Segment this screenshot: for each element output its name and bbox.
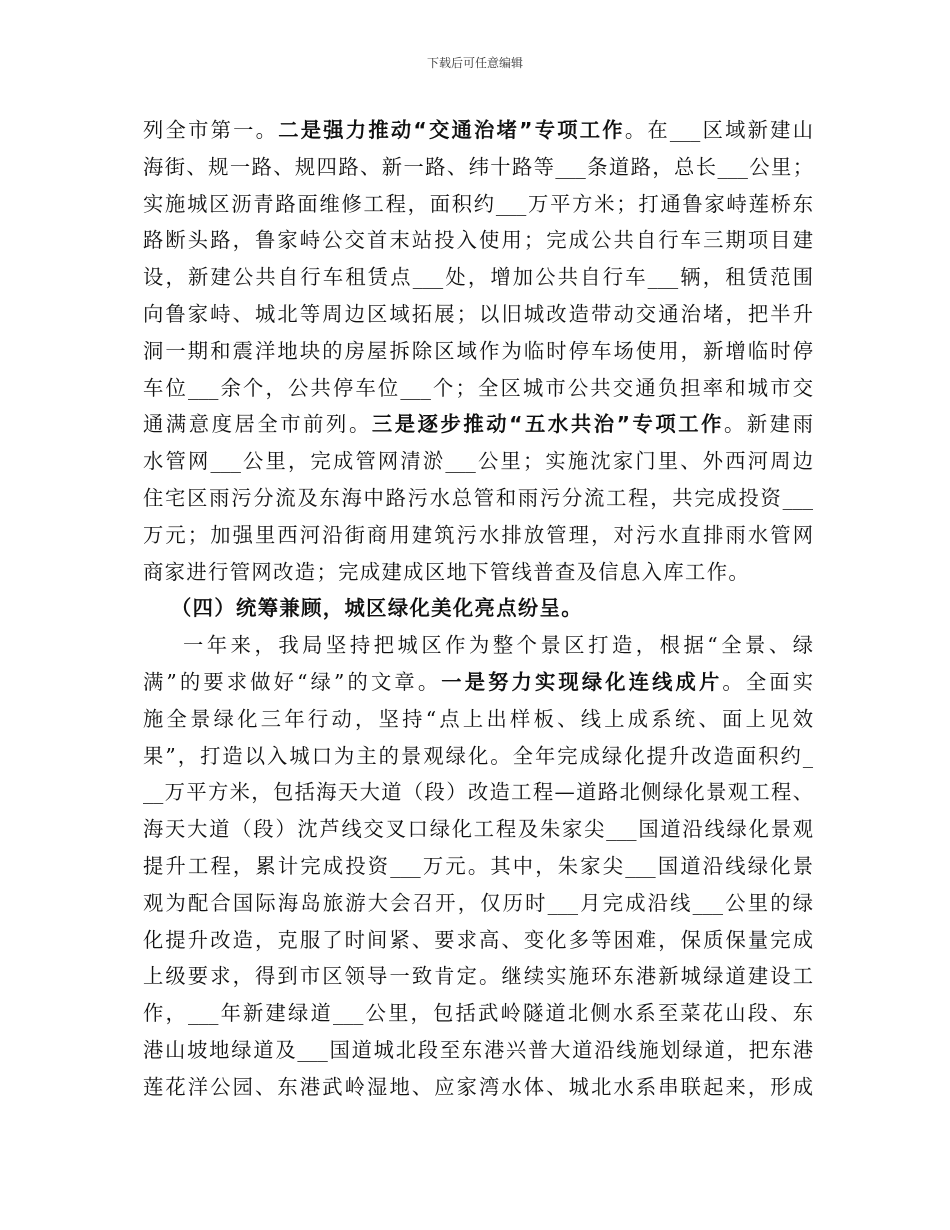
paragraph-line xyxy=(143,186,813,223)
text-run: 一年来，我局坚持把城区作为整个景区打造，根据“全景、绿 xyxy=(183,633,813,658)
text-run: 施全景绿化三年行动，坚持“点上出样板、线上成系统、面上见效 xyxy=(143,706,813,731)
paragraph-line xyxy=(143,995,813,1032)
document-body xyxy=(143,112,813,1106)
paragraph-line xyxy=(143,811,813,848)
paragraph-line xyxy=(143,443,813,480)
paragraph-line xyxy=(143,922,813,959)
paragraph-line xyxy=(143,149,813,186)
paragraph-line xyxy=(143,222,813,259)
text-run: 水管网___公里，完成管网清淤___公里；实施沈家门里、外西河周边 xyxy=(143,449,813,474)
paragraph-line xyxy=(143,406,813,443)
paragraph-line xyxy=(143,517,813,554)
text-run: 港山坡地绿道及___国道城北段至东港兴普大道沿线施划绿道，把东港 xyxy=(143,1037,813,1062)
text-run: 通满意度居全市前列。 xyxy=(143,412,372,437)
text-run: 提升工程，累计完成投资___万元。其中，朱家尖___国道沿线绿化景 xyxy=(143,853,813,878)
text-run: 作，___年新建绿道___公里，包括武岭隧道北侧水系至菜花山段、东 xyxy=(143,1001,813,1026)
paragraph-line xyxy=(143,1032,813,1069)
paragraph-line xyxy=(143,627,813,664)
text-run: 。全面实 xyxy=(722,669,813,694)
text-run: 向鲁家峙、城北等周边区域拓展；以旧城改造带动交通治堵，把半升 xyxy=(143,301,813,326)
bold-phrase: 二是强力推动“交通治堵”专项工作 xyxy=(278,118,625,142)
paragraph-line xyxy=(143,958,813,995)
paragraph-line xyxy=(143,259,813,296)
paragraph-line xyxy=(143,370,813,407)
paragraph-line xyxy=(143,480,813,517)
paragraph-line xyxy=(143,738,813,775)
text-run: 住宅区雨污分流及东海中路污水总管和雨污分流工程，共完成投资___ xyxy=(143,485,813,510)
section-heading xyxy=(143,590,813,627)
text-run: 观为配合国际海岛旅游大会召开，仅历时___月完成沿线___公里的绿 xyxy=(143,890,813,915)
paragraph-line xyxy=(143,664,813,701)
text-run: 洞一期和震洋地块的房屋拆除区域作为临时停车场使用，新增临时停 xyxy=(143,338,813,363)
bold-phrase: 三是逐步推动“五水共治”专项工作 xyxy=(371,412,725,437)
text-run: 设，新建公共自行车租赁点___处，增加公共自行车___辆，租赁范围 xyxy=(143,265,813,290)
paragraph-line xyxy=(143,333,813,370)
text-run: 实施城区沥青路面维修工程，面积约___万平方米；打通鲁家峙莲桥东 xyxy=(143,191,813,216)
page-header-note: 下载后可任意编辑 xyxy=(426,56,523,70)
text-run: 万元；加强里西河沿街商用建筑污水排放管理，对污水直排雨水管网 xyxy=(143,522,813,547)
paragraph-line xyxy=(143,1069,813,1106)
paragraph-line xyxy=(143,701,813,738)
text-run: 果”，打造以入城口为主的景观绿化。全年完成绿化提升改造面积约_ xyxy=(143,743,813,768)
paragraph-line xyxy=(143,885,813,922)
bold-phrase: （四）统筹兼顾，城区绿化美化亮点纷呈。 xyxy=(171,596,583,621)
paragraph-line xyxy=(143,296,813,333)
text-run: 列全市第一。 xyxy=(143,118,279,142)
bold-phrase: 一是努力实现绿化连线成片 xyxy=(441,669,723,694)
paragraph-line xyxy=(143,112,813,149)
text-run: 商家进行管网改造；完成建成区地下管线普查及信息入库工作。 xyxy=(143,559,751,584)
text-run: 。在___区域新建山 xyxy=(624,118,813,142)
paragraph-line xyxy=(143,554,813,591)
text-run: 路断头路，鲁家峙公交首末站投入使用；完成公共自行车三期项目建 xyxy=(143,228,813,253)
text-run: 海天大道（段）沈芦线交叉口绿化工程及朱家尖___国道沿线绿化景观 xyxy=(143,817,813,842)
text-run: 上级要求，得到市区领导一致肯定。继续实施环东港新城绿道建设工 xyxy=(143,964,813,989)
text-run: 。新建雨 xyxy=(724,412,813,437)
text-run: 满”的要求做好“绿”的文章。 xyxy=(143,669,442,694)
text-run: __万平方米，包括海天大道（段）改造工程—道路北侧绿化景观工程、 xyxy=(143,780,813,805)
text-run: 莲花洋公园、东港武岭湿地、应家湾水体、城北水系串联起来，形成 xyxy=(143,1074,813,1099)
text-run: 海街、规一路、规四路、新一路、纬十路等___条道路，总长___公里； xyxy=(143,154,813,179)
text-run: 车位___余个，公共停车位___个；全区城市公共交通负担率和城市交 xyxy=(143,375,813,400)
paragraph-line xyxy=(143,848,813,885)
text-run: 化提升改造，克服了时间紧、要求高、变化多等困难，保质保量完成 xyxy=(143,927,813,952)
paragraph-line xyxy=(143,774,813,811)
